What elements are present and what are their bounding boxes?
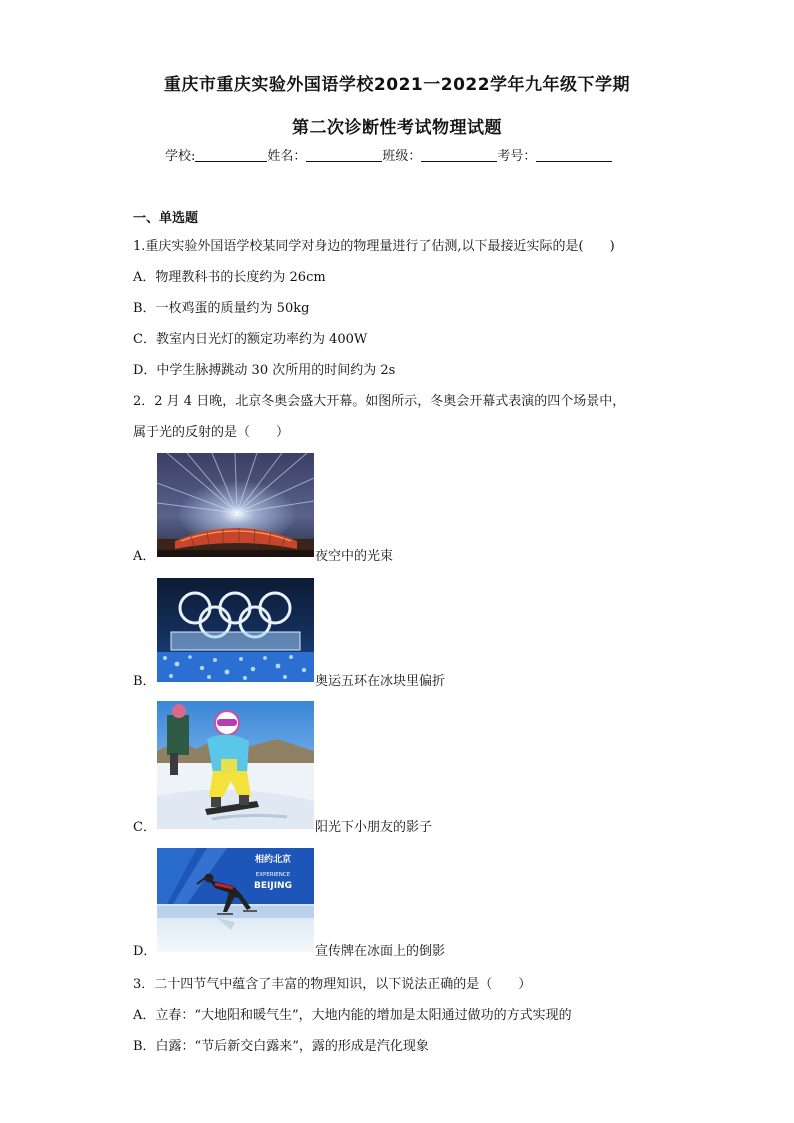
school-blank[interactable]: [195, 149, 267, 162]
exam-number-blank[interactable]: [536, 149, 612, 162]
school-label: 学校:: [165, 149, 196, 164]
q2-option-c-label: C．: [133, 820, 156, 835]
exam-number-label: 考号：: [497, 149, 537, 164]
q2-option-c-caption: 阳光下小朋友的影子: [315, 820, 433, 835]
q1-option-a: A．物理教科书的长度约为 26cm: [133, 270, 326, 285]
q2-stem-line2: 属于光的反射的是（ ）: [133, 425, 290, 440]
name-blank[interactable]: [306, 149, 382, 162]
banner-text-en1: EXPERIENCE: [255, 872, 291, 878]
exam-title-line2: 第二次诊断性考试物理试题: [292, 118, 502, 138]
exam-title-line1: 重庆市重庆实验外国语学校2021一2022学年九年级下学期: [163, 75, 631, 95]
q1-option-b: B．一枚鸡蛋的质量约为 50kg: [133, 301, 310, 316]
class-label: 班级：: [382, 149, 422, 164]
banner-text-en2: BEIJING: [254, 881, 292, 891]
q1-stem: 1.重庆实验外国语学校某同学对身边的物理量进行了估测,以下最接近实际的是( ): [133, 239, 615, 254]
q2-option-d-label: D．: [133, 944, 157, 959]
speed-skater-image: [157, 848, 314, 952]
q2-option-a-label: A．: [133, 549, 156, 564]
name-label: 姓名：: [267, 149, 307, 164]
q2-option-b-label: B．: [133, 674, 156, 689]
section-title: 一、单选题: [133, 211, 199, 226]
stadium-light-beams-image: [157, 453, 314, 557]
class-blank[interactable]: [421, 149, 497, 162]
q1-option-c: C．教室内日光灯的额定功率约为 400W: [133, 332, 368, 347]
q2-option-d-caption: 宣传牌在冰面上的倒影: [315, 944, 446, 959]
q2-option-b-caption: 奥运五环在冰块里偏折: [315, 674, 446, 689]
q3-option-a: A．立春：“大地阳和暖气生”，大地内能的增加是太阳通过做功的方式实现的: [133, 1008, 572, 1023]
banner-text-cn: 相约北京: [254, 855, 292, 865]
q1-option-d: D．中学生脉搏跳动 30 次所用的时间约为 2s: [133, 363, 396, 378]
q2-option-a-caption: 夜空中的光束: [315, 549, 394, 564]
student-info-line: [165, 145, 612, 164]
olympic-rings-ice-image: [157, 578, 314, 682]
q3-stem: 3．二十四节气中蕴含了丰富的物理知识，以下说法正确的是（ ）: [133, 977, 532, 992]
q3-option-b: B．白露：“节后新交白露来”，露的形成是汽化现象: [133, 1039, 429, 1054]
child-snowboarding-image: [157, 701, 314, 829]
q2-stem-line1: 2．2 月 4 日晚，北京冬奥会盛大开幕。如图所示，冬奥会开幕式表演的四个场景中，: [133, 394, 626, 409]
